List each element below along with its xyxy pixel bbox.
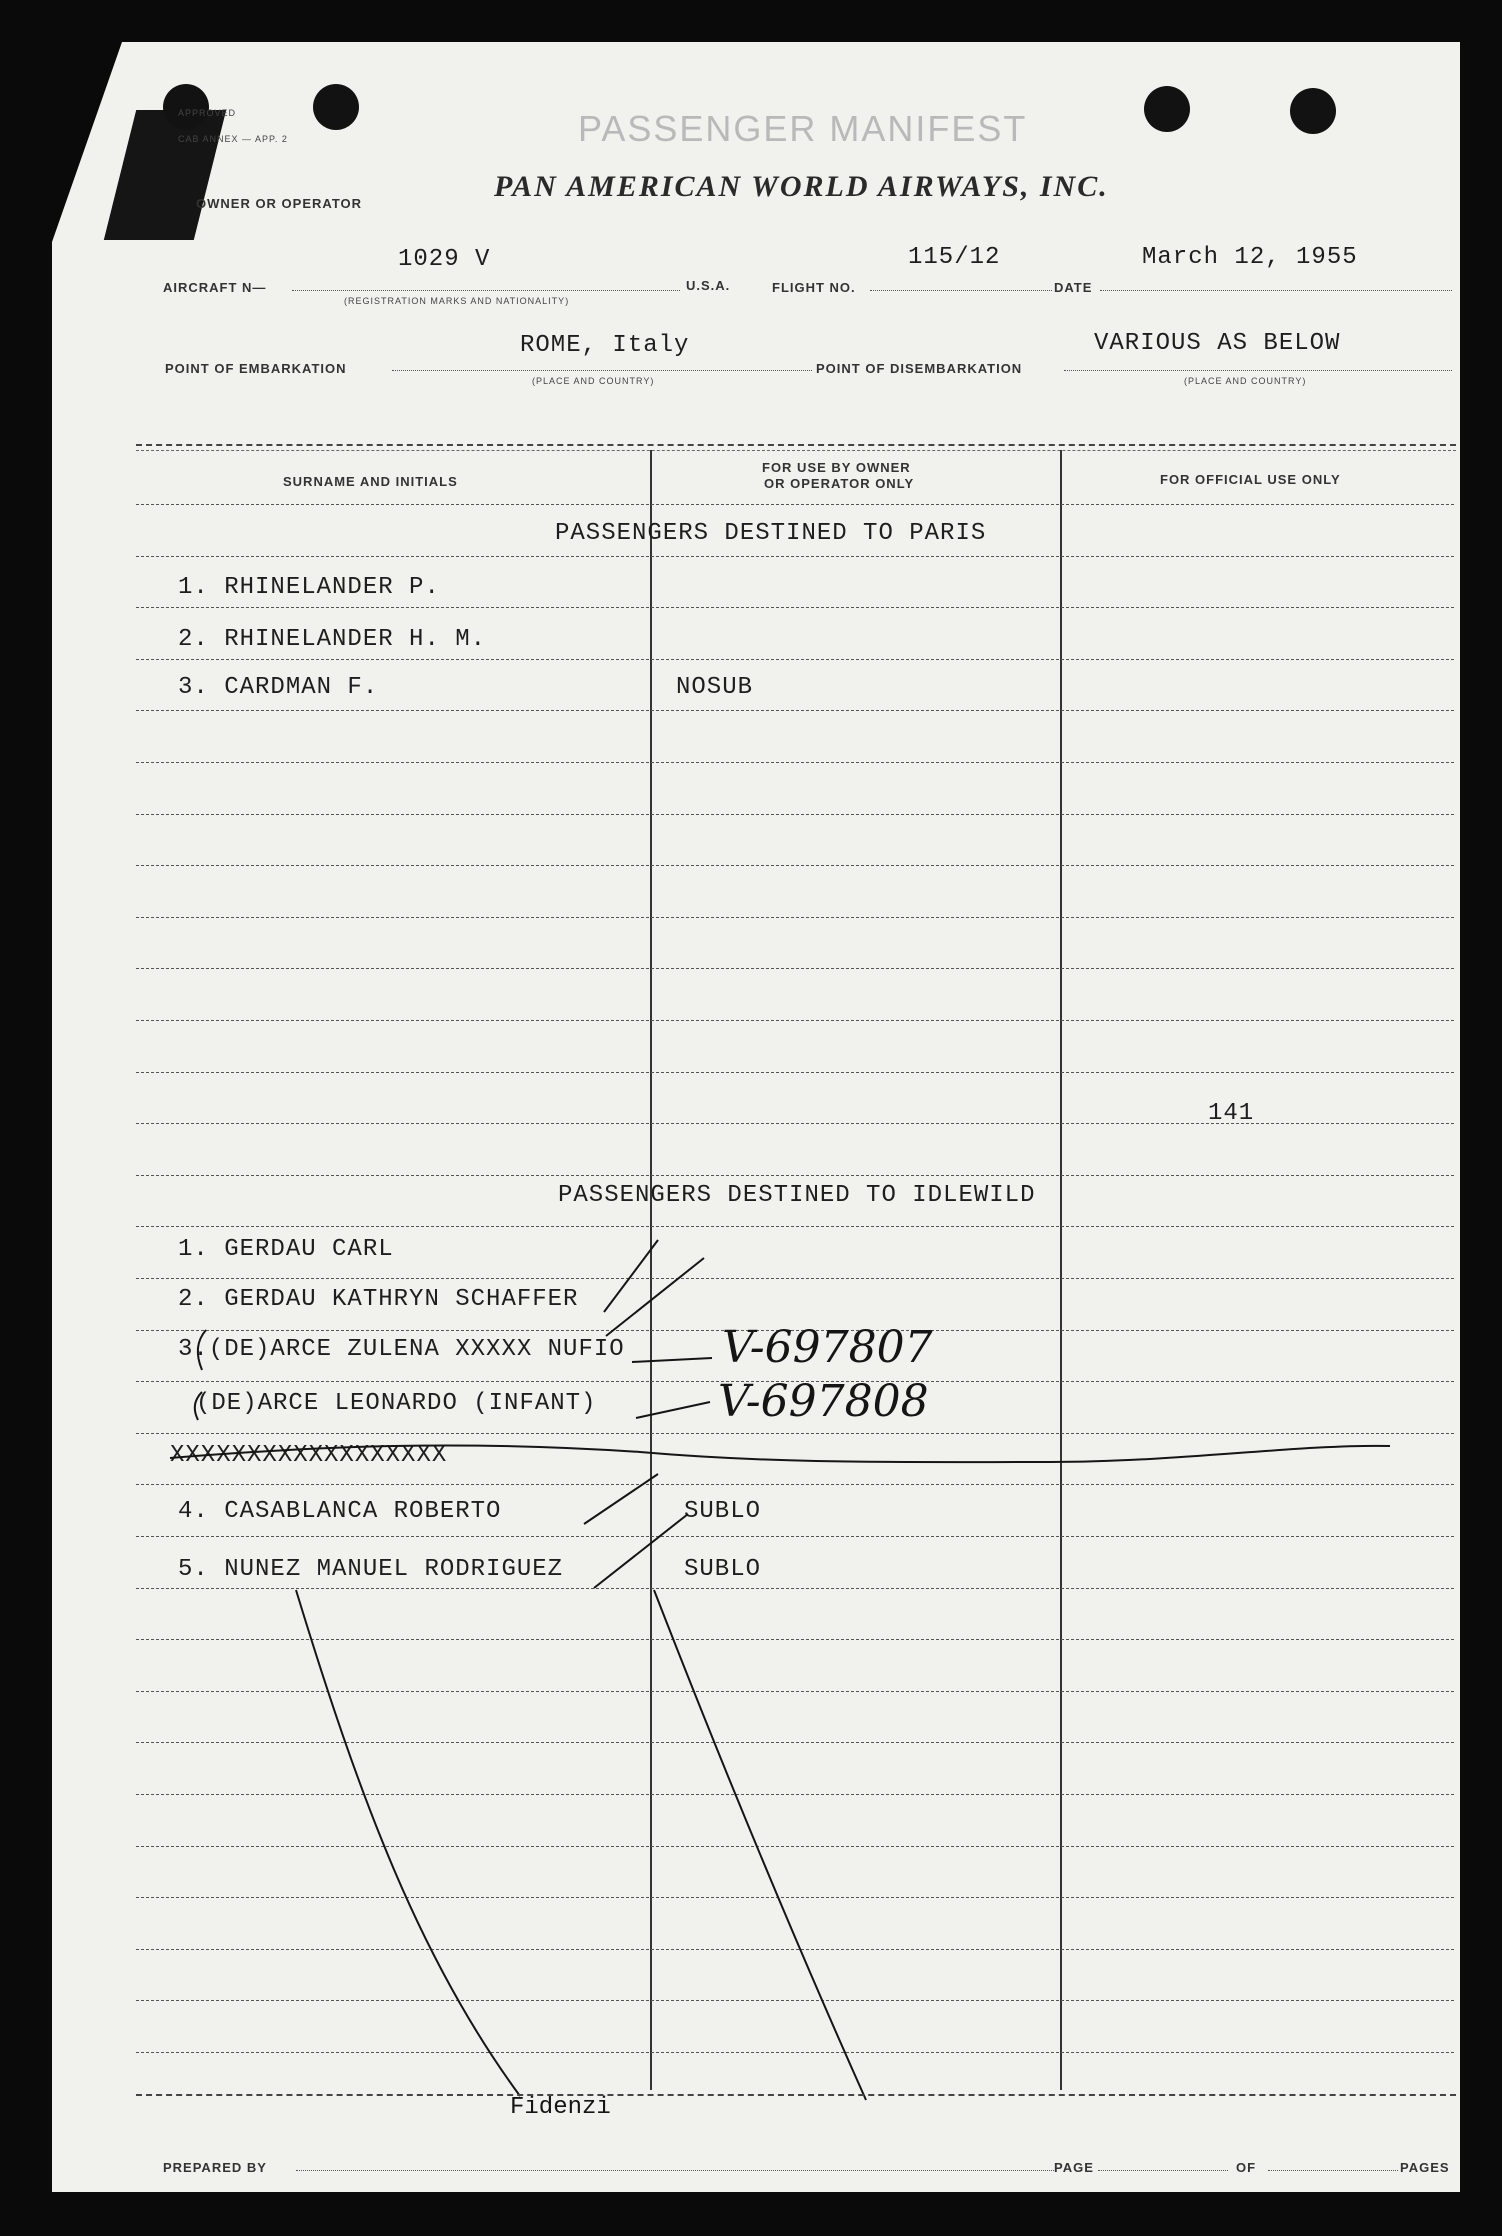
passenger-name: 1. RHINELANDER P. bbox=[178, 574, 440, 601]
ruled-line bbox=[136, 710, 1454, 711]
ruled-line bbox=[136, 917, 1454, 918]
binder-hole-3 bbox=[1144, 86, 1190, 132]
embarkation-value: ROME, Italy bbox=[520, 332, 690, 359]
usa-label: U.S.A. bbox=[686, 278, 731, 293]
signature: Fidenzi bbox=[510, 2094, 611, 2121]
official-number: 141 bbox=[1208, 1100, 1255, 1127]
owner-label: OWNER OR OPERATOR bbox=[196, 196, 363, 211]
ruled-line bbox=[136, 1794, 1454, 1795]
column-header-surname: SURNAME AND INITIALS bbox=[283, 474, 458, 489]
ruled-line bbox=[136, 968, 1454, 969]
section-heading-idlewild: PASSENGERS DESTINED TO IDLEWILD bbox=[558, 1182, 1036, 1209]
page-label: PAGE bbox=[1054, 2160, 1094, 2175]
pages-label: PAGES bbox=[1400, 2160, 1450, 2175]
ruled-line bbox=[136, 2052, 1454, 2053]
ruled-line bbox=[136, 762, 1454, 763]
binder-hole-1 bbox=[163, 84, 209, 130]
struck-line: XXXXXXXXXXXXXXXXXX bbox=[170, 1442, 448, 1469]
ruled-line bbox=[136, 607, 1454, 608]
owner-use-code: SUBLO bbox=[684, 1498, 762, 1525]
owner-use-code: SUBLO bbox=[684, 1556, 762, 1583]
ruled-line bbox=[136, 1433, 1454, 1434]
manifest-title: PASSENGER MANIFEST bbox=[578, 108, 1028, 149]
disembarkation-sublabel: (PLACE AND COUNTRY) bbox=[1184, 376, 1307, 386]
section-heading-paris: PASSENGERS DESTINED TO PARIS bbox=[555, 520, 987, 547]
ruled-line bbox=[136, 1949, 1454, 1950]
passenger-name: 4. CASABLANCA ROBERTO bbox=[178, 1498, 502, 1525]
embarkation-label: POINT OF EMBARKATION bbox=[165, 361, 347, 376]
passenger-name: 5. NUNEZ MANUEL RODRIGUEZ bbox=[178, 1556, 564, 1583]
embarkation-sublabel: (PLACE AND COUNTRY) bbox=[532, 376, 655, 386]
ruled-line bbox=[136, 1226, 1454, 1227]
column-header-owner-line-2: OR OPERATOR ONLY bbox=[764, 476, 915, 491]
passenger-name: 2. GERDAU KATHRYN SCHAFFER bbox=[178, 1286, 579, 1313]
aircraft-label: AIRCRAFT N— bbox=[163, 280, 267, 295]
aircraft-sublabel: (REGISTRATION MARKS AND NATIONALITY) bbox=[344, 296, 570, 306]
passenger-name: 1. GERDAU CARL bbox=[178, 1236, 394, 1263]
ruled-line bbox=[136, 659, 1454, 660]
date-label: DATE bbox=[1054, 280, 1093, 295]
binder-hole-4 bbox=[1290, 88, 1336, 134]
ruled-line bbox=[136, 2000, 1454, 2001]
ruled-line bbox=[136, 1536, 1454, 1537]
column-header-official: FOR OFFICIAL USE ONLY bbox=[1160, 472, 1341, 487]
ruled-line bbox=[136, 1020, 1454, 1021]
date-value: March 12, 1955 bbox=[1142, 244, 1358, 271]
passenger-name: 2. RHINELANDER H. M. bbox=[178, 626, 487, 653]
handwritten-visa-1: V-697807 bbox=[722, 1322, 933, 1373]
approval-line-2: CAB ANNEX — APP. 2 bbox=[178, 134, 288, 144]
ruled-line bbox=[136, 1484, 1454, 1485]
ruled-line bbox=[136, 1278, 1454, 1279]
ruled-line bbox=[136, 1639, 1454, 1640]
ruled-line bbox=[136, 504, 1454, 505]
passenger-name: 3.(DE)ARCE ZULENA XXXXX NUFIO bbox=[178, 1336, 625, 1363]
ruled-line bbox=[136, 865, 1454, 866]
ruled-line bbox=[136, 1691, 1454, 1692]
disembarkation-value: VARIOUS AS BELOW bbox=[1094, 330, 1341, 357]
approval-line-1: APPROVED bbox=[178, 108, 237, 118]
airline-name: PAN AMERICAN WORLD AIRWAYS, INC. bbox=[494, 170, 1109, 203]
ruled-line bbox=[136, 1123, 1454, 1124]
ruled-line bbox=[136, 1175, 1454, 1176]
column-divider-2 bbox=[1060, 450, 1062, 2090]
ruled-line bbox=[136, 1897, 1454, 1898]
ruled-line bbox=[136, 1588, 1454, 1589]
ruled-line bbox=[136, 1846, 1454, 1847]
disembarkation-label: POINT OF DISEMBARKATION bbox=[816, 361, 1023, 376]
column-header-owner-line-1: FOR USE BY OWNER bbox=[762, 460, 911, 475]
of-label: OF bbox=[1236, 2160, 1257, 2175]
column-divider-1 bbox=[650, 450, 652, 2090]
passenger-name: (DE)ARCE LEONARDO (INFANT) bbox=[196, 1390, 597, 1417]
owner-use-code: NOSUB bbox=[676, 674, 754, 701]
flight-label: FLIGHT NO. bbox=[772, 280, 856, 295]
ruled-line bbox=[136, 1072, 1454, 1073]
aircraft-number: 1029 V bbox=[398, 246, 491, 273]
prepared-by-label: PREPARED BY bbox=[163, 2160, 267, 2175]
flight-number: 115/12 bbox=[908, 244, 1001, 271]
ruled-line bbox=[136, 814, 1454, 815]
handwritten-visa-2: V-697808 bbox=[718, 1376, 929, 1427]
passenger-name: 3. CARDMAN F. bbox=[178, 674, 379, 701]
ruled-line bbox=[136, 556, 1454, 557]
binder-hole-2 bbox=[313, 84, 359, 130]
ruled-line bbox=[136, 1742, 1454, 1743]
